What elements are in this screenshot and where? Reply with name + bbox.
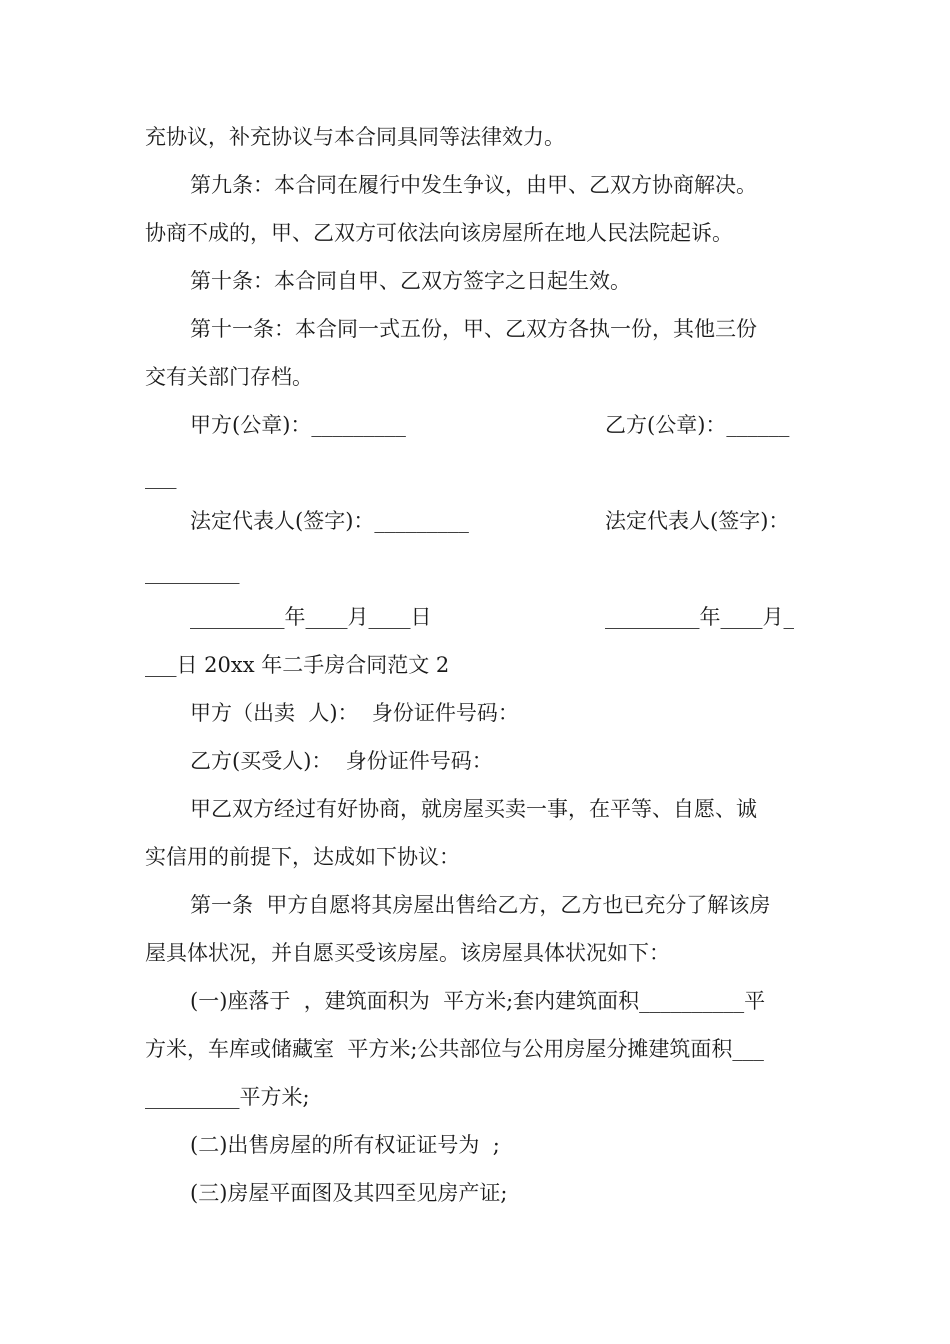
paragraph-line: 方米，车库或储藏室 平方米;公共部位与公用房屋分摊建筑面积___: [145, 1037, 764, 1061]
party-b-date: _________年____月_: [605, 605, 794, 629]
party-a-representative: 法定代表人(签字)：_________: [190, 509, 469, 533]
blank-line: _________: [145, 560, 240, 584]
section-title: ___日 20xx 年二手房合同范文 2: [145, 653, 450, 677]
paragraph-line: 交有关部门存档。: [145, 365, 313, 389]
preamble: 甲乙双方经过有好协商，就房屋买卖一事，在平等、自愿、诚: [190, 797, 757, 821]
party-a-seal: 甲方(公章)：_________: [190, 413, 406, 437]
article-11: 第十一条：本合同一式五份，甲、乙双方各执一份，其他三份: [190, 317, 757, 341]
article-9: 第九条：本合同在履行中发生争议，由甲、乙双方协商解决。: [190, 173, 757, 197]
seller-id-line: 甲方（出卖 人)： 身份证件号码：: [190, 701, 519, 725]
article-10: 第十条：本合同自甲、乙双方签字之日起生效。: [190, 269, 631, 293]
paragraph-line: 屋具体状况，并自愿买受该房屋。该房屋具体状况如下：: [145, 941, 670, 965]
clause-3: (三)房屋平面图及其四至见房产证;: [190, 1181, 508, 1205]
blank-line: ___: [145, 465, 177, 489]
clause-2: (二)出售房屋的所有权证证号为 ;: [190, 1133, 500, 1157]
party-b-representative: 法定代表人(签字)：: [605, 509, 790, 533]
party-b-seal: 乙方(公章)：______: [605, 413, 790, 437]
paragraph-line: 充协议，补充协议与本合同具同等法律效力。: [145, 125, 565, 149]
buyer-id-line: 乙方(买受人)： 身份证件号码：: [190, 749, 493, 773]
paragraph-line: _________平方米;: [145, 1085, 310, 1109]
clause-1: (一)座落于 ，建筑面积为 平方米;套内建筑面积__________平: [190, 989, 766, 1013]
paragraph-line: 实信用的前提下，达成如下协议：: [145, 845, 460, 869]
paragraph-line: 协商不成的，甲、乙双方可依法向该房屋所在地人民法院起诉。: [145, 221, 733, 245]
party-a-date: _________年____月____日: [190, 605, 432, 629]
article-1: 第一条 甲方自愿将其房屋出售给乙方，乙方也已充分了解该房: [190, 893, 771, 917]
